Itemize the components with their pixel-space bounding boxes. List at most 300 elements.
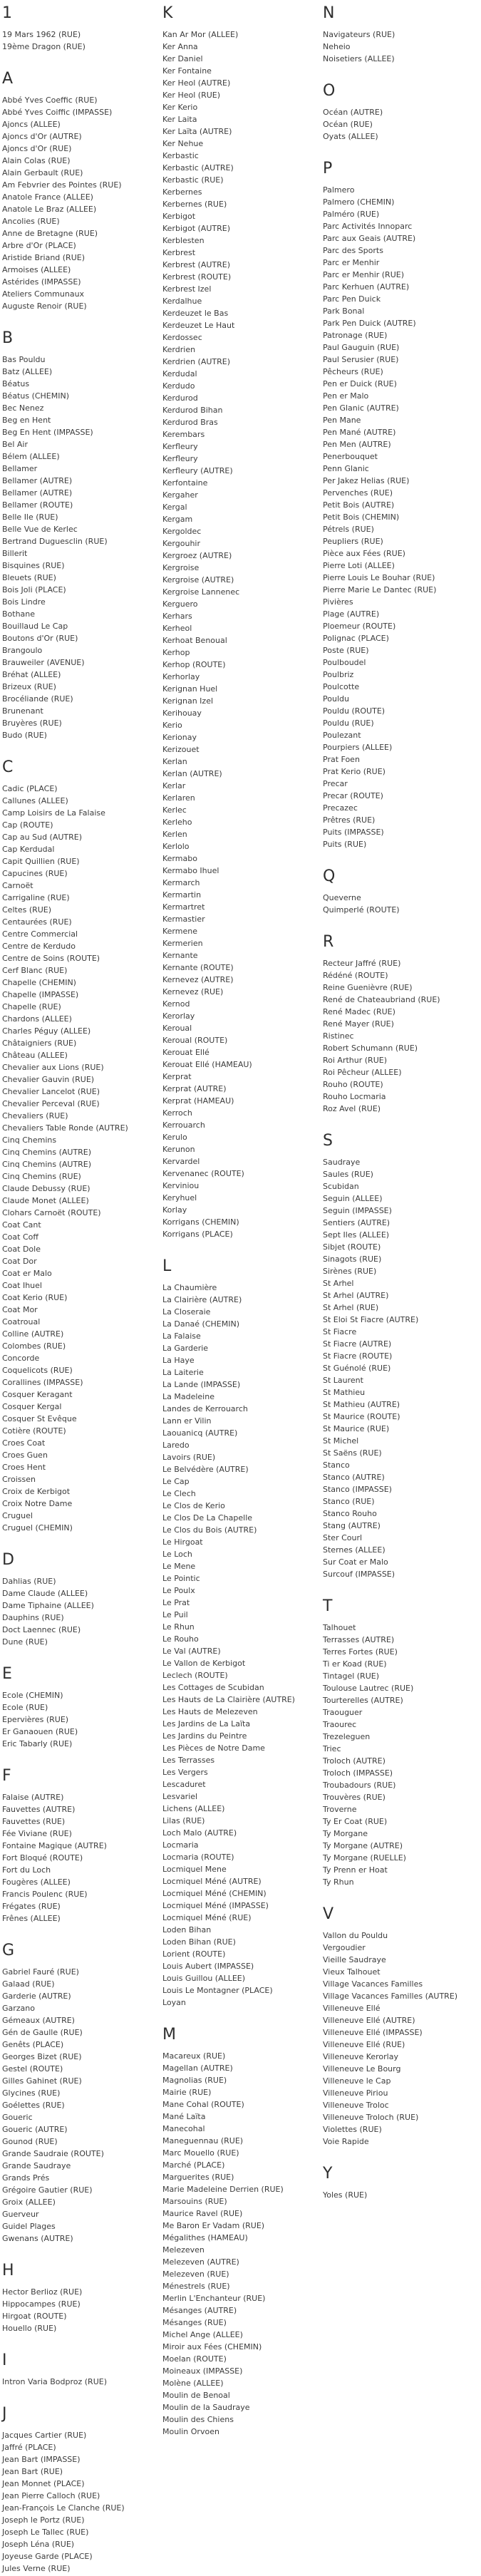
street-entry[interactable]: Kermabo [162, 854, 197, 863]
street-entry[interactable]: Trouvères (RUE) [323, 1793, 386, 1802]
street-entry[interactable]: Bois Joli (PLACE) [2, 585, 66, 594]
street-entry[interactable]: Kerhoat Benoual [162, 636, 227, 645]
street-entry[interactable]: Anatole France (ALLEE) [2, 192, 93, 202]
street-entry[interactable]: Miroir aux Fées (CHEMIN) [162, 2342, 262, 2351]
street-entry[interactable]: Charles Péguy (ALLEE) [2, 1026, 91, 1036]
street-entry[interactable]: Roi Arthur (RUE) [323, 1056, 387, 1065]
street-entry[interactable]: Prat Kerio (RUE) [323, 767, 386, 776]
street-entry[interactable]: Precar [323, 779, 348, 788]
street-entry[interactable]: Châtaigniers (RUE) [2, 1039, 77, 1048]
street-entry[interactable]: Kerouat Ellé (HAMEAU) [162, 1060, 252, 1069]
street-entry[interactable]: Kerprat (HAMEAU) [162, 1096, 234, 1106]
street-entry[interactable]: Mané Laïta [162, 2112, 206, 2121]
street-entry[interactable]: Stanco (RUE) [323, 1497, 375, 1506]
street-entry[interactable]: Garderie (AUTRE) [2, 1992, 71, 2001]
street-entry[interactable]: Park Bonal [323, 306, 365, 316]
street-entry[interactable]: Tintagel (RUE) [323, 1671, 379, 1681]
street-entry[interactable]: Auguste Renoir (RUE) [2, 302, 87, 311]
street-entry[interactable]: Village Vacances Familles [323, 1979, 423, 1989]
street-entry[interactable]: Océan (RUE) [323, 120, 373, 129]
street-entry[interactable]: Villeneuve Kerorlay [323, 2052, 398, 2061]
street-entry[interactable]: Kerprat [162, 1072, 192, 1081]
street-entry[interactable]: Bertrand Duguesclin (RUE) [2, 537, 108, 546]
street-entry[interactable]: Dauphins (RUE) [2, 1613, 64, 1622]
street-entry[interactable]: Budo (RUE) [2, 731, 47, 740]
street-entry[interactable]: Batz (ALLEE) [2, 367, 53, 376]
street-entry[interactable]: Moineaux (IMPASSE) [162, 2366, 243, 2376]
street-entry[interactable]: Dame Tiphaine (ALLEE) [2, 1601, 94, 1610]
street-entry[interactable]: Bas Pouldu [2, 355, 46, 364]
street-entry[interactable]: Rouho (ROUTE) [323, 1080, 383, 1089]
street-entry[interactable]: Michel Ange (ALLEE) [162, 2330, 243, 2339]
street-entry[interactable]: Le Clech [162, 1489, 196, 1498]
street-entry[interactable]: Mairie (RUE) [162, 2088, 212, 2097]
street-entry[interactable]: Kermartret [162, 902, 205, 912]
street-entry[interactable]: Croes Guen [2, 1451, 48, 1460]
street-entry[interactable]: Hector Berlioz (RUE) [2, 2287, 83, 2297]
street-entry[interactable]: Kergoldec [162, 527, 202, 536]
street-entry[interactable]: Ménestrels (RUE) [162, 2282, 230, 2291]
street-entry[interactable]: Bellamer (ROUTE) [2, 500, 73, 510]
street-entry[interactable]: Kerio [162, 721, 182, 730]
street-entry[interactable]: Pêcheurs (RUE) [323, 367, 383, 376]
street-entry[interactable]: La Haye [162, 1356, 195, 1365]
street-entry[interactable]: Epervières (RUE) [2, 1715, 69, 1724]
street-entry[interactable]: Croix Notre Dame [2, 1499, 73, 1508]
street-entry[interactable]: Pourpiers (ALLEE) [323, 743, 393, 752]
street-entry[interactable]: Parc des Sports [323, 246, 383, 255]
street-entry[interactable]: Ker Anna [162, 42, 198, 51]
street-entry[interactable]: Villeneuve Ellé (RUE) [323, 2040, 405, 2049]
street-entry[interactable]: Ristinec [323, 1031, 354, 1041]
street-entry[interactable]: 19 Mars 1962 (RUE) [2, 30, 81, 39]
street-entry[interactable]: Dahlias (RUE) [2, 1577, 56, 1586]
street-entry[interactable]: Neheio [323, 42, 351, 51]
street-entry[interactable]: Les Cottages de Scubidan [162, 1683, 264, 1692]
street-entry[interactable]: Goueric [2, 2113, 33, 2122]
street-entry[interactable]: Moulin Orvoen [162, 2427, 219, 2436]
street-entry[interactable]: La Lande (IMPASSE) [162, 1380, 241, 1389]
street-entry[interactable]: Kerbigot [162, 212, 196, 221]
street-entry[interactable]: Corallines (IMPASSE) [2, 1378, 83, 1387]
street-entry[interactable]: Troubadours (RUE) [323, 1781, 396, 1790]
street-entry[interactable]: Poulbriz [323, 670, 354, 679]
street-entry[interactable]: Ti er Koad (RUE) [323, 1659, 387, 1669]
street-entry[interactable]: Jacques Cartier (RUE) [2, 2431, 87, 2440]
street-entry[interactable]: Gounod (RUE) [2, 2137, 58, 2146]
street-entry[interactable]: Kerhars [162, 612, 192, 621]
street-entry[interactable]: Village Vacances Familles (AUTRE) [323, 1992, 458, 2001]
street-entry[interactable]: Sibjet (ROUTE) [323, 1242, 381, 1252]
street-entry[interactable]: Béatus (CHEMIN) [2, 391, 70, 401]
street-entry[interactable]: Carrigaline (RUE) [2, 893, 70, 902]
street-entry[interactable]: La Clairière (AUTRE) [162, 1295, 242, 1304]
street-entry[interactable]: Les Jardins de La Laïta [162, 1719, 251, 1729]
street-entry[interactable]: Molène (ALLEE) [162, 2379, 224, 2388]
street-entry[interactable]: Kerfleury [162, 442, 198, 451]
street-entry[interactable]: Centaurées (RUE) [2, 917, 72, 927]
street-entry[interactable]: Poste (RUE) [323, 646, 369, 655]
street-entry[interactable]: Chevaliers Table Ronde (AUTRE) [2, 1123, 128, 1133]
street-entry[interactable]: Claude Debussy (RUE) [2, 1184, 90, 1193]
street-entry[interactable]: Ker Daniel [162, 54, 203, 63]
street-entry[interactable]: Pierre Marie Le Dantec (RUE) [323, 585, 437, 594]
street-entry[interactable]: Francis Poulenc (RUE) [2, 1890, 88, 1899]
street-entry[interactable]: Chevalier Gauvin (RUE) [2, 1075, 95, 1084]
street-entry[interactable]: Le Belvédère (AUTRE) [162, 1465, 249, 1474]
street-entry[interactable]: Kerdudal [162, 369, 197, 378]
street-entry[interactable]: Maurice Ravel (RUE) [162, 2209, 243, 2218]
street-entry[interactable]: Belle Vue de Kerlec [2, 525, 78, 534]
street-entry[interactable]: Landes de Kerrouarch [162, 1404, 248, 1413]
street-entry[interactable]: Fort du Loch [2, 1865, 51, 1875]
street-entry[interactable]: Er Ganaouen (RUE) [2, 1727, 78, 1736]
street-entry[interactable]: Reine Guenièvre (RUE) [323, 983, 413, 992]
street-entry[interactable]: Toulouse Lautrec (RUE) [323, 1684, 414, 1693]
street-entry[interactable]: Frênes (ALLEE) [2, 1914, 61, 1923]
street-entry[interactable]: Talhouet [323, 1623, 356, 1632]
street-entry[interactable]: Kerorlay [162, 1011, 195, 1021]
street-entry[interactable]: Le Clos de Kerio [162, 1501, 225, 1510]
street-entry[interactable]: Maneguennau (RUE) [162, 2136, 244, 2145]
street-entry[interactable]: Colombes (RUE) [2, 1341, 66, 1351]
street-entry[interactable]: Ploemeur (ROUTE) [323, 622, 396, 631]
street-entry[interactable]: Celtes (RUE) [2, 905, 52, 915]
street-entry[interactable]: Keroual (ROUTE) [162, 1036, 228, 1045]
street-entry[interactable]: Coat Kerio (RUE) [2, 1293, 68, 1302]
street-entry[interactable]: Kerlen [162, 830, 187, 839]
street-entry[interactable]: Robert Schumann (RUE) [323, 1044, 418, 1053]
street-entry[interactable]: Locmiquel Méné (RUE) [162, 1913, 252, 1922]
street-entry[interactable]: Korrigans (PLACE) [162, 1230, 233, 1239]
street-entry[interactable]: Kermarch [162, 878, 200, 887]
street-entry[interactable]: Kerdurod Bihan [162, 406, 223, 415]
street-entry[interactable]: Rédéné (ROUTE) [323, 971, 388, 980]
street-entry[interactable]: Navigateurs (RUE) [323, 30, 395, 39]
street-entry[interactable]: St Arhel (AUTRE) [323, 1291, 389, 1300]
street-entry[interactable]: Gén de Gaulle (RUE) [2, 2028, 83, 2037]
street-entry[interactable]: La Laiterie [162, 1368, 204, 1377]
street-entry[interactable]: Roz Avel (RUE) [323, 1104, 381, 1113]
street-entry[interactable]: St Fiacre [323, 1327, 357, 1336]
street-entry[interactable]: St Arhel (RUE) [323, 1303, 379, 1312]
street-entry[interactable]: Bothane [2, 609, 36, 619]
street-entry[interactable]: Villeneuve le Cap [323, 2076, 391, 2086]
street-entry[interactable]: Marché (PLACE) [162, 2160, 225, 2170]
street-entry[interactable]: Centre Commercial [2, 929, 78, 939]
street-entry[interactable]: Kerlec [162, 805, 187, 815]
street-entry[interactable]: Saules (RUE) [323, 1170, 373, 1179]
street-entry[interactable]: Vieille Saudraye [323, 1955, 386, 1964]
street-entry[interactable]: Gestel (ROUTE) [2, 2064, 63, 2073]
street-entry[interactable]: Chapelle (RUE) [2, 1002, 61, 1011]
street-entry[interactable]: Eric Tabarly (RUE) [2, 1739, 73, 1748]
street-entry[interactable]: Saudraye [323, 1158, 361, 1167]
street-entry[interactable]: Ateliers Communaux [2, 289, 85, 299]
street-entry[interactable]: Cinq Chemins [2, 1135, 57, 1145]
street-entry[interactable]: Seguin (IMPASSE) [323, 1206, 392, 1215]
street-entry[interactable]: Bellamer (AUTRE) [2, 488, 73, 498]
street-entry[interactable]: Ster Courl [323, 1533, 363, 1542]
street-entry[interactable]: Sept Iles (ALLEE) [323, 1230, 390, 1240]
street-entry[interactable]: Kerbastic [162, 151, 199, 160]
street-entry[interactable]: Melezeven (AUTRE) [162, 2257, 239, 2267]
street-entry[interactable]: Laredo [162, 1441, 190, 1450]
street-entry[interactable]: Villeneuve Troloc [323, 2101, 389, 2110]
street-entry[interactable]: Kerblesten [162, 236, 205, 245]
street-entry[interactable]: Kan Ar Mor (ALLEE) [162, 30, 239, 39]
street-entry[interactable]: Melezeven (RUE) [162, 2270, 229, 2279]
street-entry[interactable]: Falaise (AUTRE) [2, 1793, 64, 1802]
street-entry[interactable]: Marie Madeleine Derrien (RUE) [162, 2185, 284, 2194]
street-entry[interactable]: Chapelle (IMPASSE) [2, 990, 79, 999]
street-entry[interactable]: Prêtres (RUE) [323, 815, 376, 825]
street-entry[interactable]: Les Vergers [162, 1768, 208, 1777]
street-entry[interactable]: Parc Kerhuen (AUTRE) [323, 282, 410, 292]
street-entry[interactable]: Marsouins (RUE) [162, 2197, 227, 2206]
street-entry[interactable]: Stang (AUTRE) [323, 1521, 381, 1530]
street-entry[interactable]: Ker Nehue [162, 139, 204, 148]
street-entry[interactable]: Abbé Yves Coiffic (IMPASSE) [2, 108, 113, 117]
street-entry[interactable]: Ker Fontaine [162, 66, 212, 76]
street-entry[interactable]: Le Clos De La Chapelle [162, 1513, 253, 1523]
street-entry[interactable]: Ty Er Coat (RUE) [323, 1817, 388, 1826]
street-entry[interactable]: Cap au Sud (AUTRE) [2, 833, 83, 842]
street-entry[interactable]: Cerf Blanc (RUE) [2, 966, 68, 975]
street-entry[interactable]: Puits (IMPASSE) [323, 828, 384, 837]
street-entry[interactable]: Parc Activités Innoparc [323, 222, 413, 231]
street-entry[interactable]: Centre de Soins (ROUTE) [2, 954, 100, 963]
street-entry[interactable]: Per Jakez Helias (RUE) [323, 476, 410, 485]
street-entry[interactable]: Groix (ALLEE) [2, 2198, 56, 2207]
street-entry[interactable]: Kerignan Izel [162, 696, 214, 706]
street-entry[interactable]: Kerfontaine [162, 478, 208, 488]
street-entry[interactable]: Parc aux Geais (AUTRE) [323, 234, 416, 243]
street-entry[interactable]: Stanco Rouho [323, 1509, 377, 1518]
street-entry[interactable]: Ty Rhun [323, 1877, 354, 1887]
street-entry[interactable]: Cap Kerdudal [2, 845, 55, 854]
street-entry[interactable]: Villeneuve Ellé (IMPASSE) [323, 2028, 423, 2037]
street-entry[interactable]: Pétrels (RUE) [323, 525, 374, 534]
street-entry[interactable]: St Arhel [323, 1279, 354, 1288]
street-entry[interactable]: Coat Dor [2, 1257, 37, 1266]
street-entry[interactable]: Moulin de Benoal [162, 2391, 230, 2400]
street-entry[interactable]: Océan (AUTRE) [323, 108, 383, 117]
street-entry[interactable]: Kerleho [162, 818, 192, 827]
street-entry[interactable]: Kerignan Huel [162, 684, 218, 694]
street-entry[interactable]: Park Pen Duick (AUTRE) [323, 319, 416, 328]
street-entry[interactable]: Le Pointic [162, 1574, 200, 1583]
street-entry[interactable]: Garzano [2, 2004, 36, 2013]
street-entry[interactable]: Concorde [2, 1354, 40, 1363]
street-entry[interactable]: 19ème Dragon (RUE) [2, 42, 86, 51]
street-entry[interactable]: Bruyères (RUE) [2, 718, 62, 728]
street-entry[interactable]: Cadic (PLACE) [2, 784, 58, 793]
street-entry[interactable]: Carnoët [2, 881, 33, 890]
street-entry[interactable]: Ajoncs d'Or (RUE) [2, 144, 72, 153]
street-entry[interactable]: Gilles Gahinet (RUE) [2, 2076, 82, 2086]
street-entry[interactable]: Sirènes (RUE) [323, 1267, 377, 1276]
street-entry[interactable]: Bisquines (RUE) [2, 561, 65, 570]
street-entry[interactable]: Armoises (ALLEE) [2, 265, 71, 274]
street-entry[interactable]: Lilas (RUE) [162, 1816, 205, 1825]
street-entry[interactable]: Le Loch [162, 1550, 192, 1559]
street-entry[interactable]: Astérides (IMPASSE) [2, 277, 81, 287]
street-entry[interactable]: Roi Pêcheur (ALLEE) [323, 1068, 402, 1077]
street-entry[interactable]: Le Clos du Bois (AUTRE) [162, 1525, 257, 1535]
street-entry[interactable]: Cruguel (CHEMIN) [2, 1523, 73, 1532]
street-entry[interactable]: Kernante [162, 951, 198, 960]
street-entry[interactable]: Triec [323, 1744, 341, 1753]
street-entry[interactable]: Kergroise [162, 563, 200, 572]
street-entry[interactable]: Les Terrasses [162, 1756, 215, 1765]
street-entry[interactable]: Kerbernes [162, 187, 202, 197]
street-entry[interactable]: Am Febvrier des Pointes (RUE) [2, 180, 122, 190]
street-entry[interactable]: Kergroise Lannenec [162, 587, 240, 597]
street-entry[interactable]: Jean Bart (RUE) [2, 2467, 63, 2476]
street-entry[interactable]: Noisetiers (ALLEE) [323, 54, 395, 63]
street-entry[interactable]: Kerroch [162, 1108, 192, 1118]
street-entry[interactable]: Palmero (CHEMIN) [323, 197, 395, 207]
street-entry[interactable]: Frégates (RUE) [2, 1902, 61, 1911]
street-entry[interactable]: Kerdossec [162, 333, 202, 342]
street-entry[interactable]: Louis Guillou (ALLEE) [162, 1974, 246, 1983]
street-entry[interactable]: Kerihouay [162, 709, 202, 718]
street-entry[interactable]: Goueric (AUTRE) [2, 2125, 68, 2134]
street-entry[interactable]: Jules Verne (RUE) [2, 2564, 71, 2573]
street-entry[interactable]: Goélettes (RUE) [2, 2101, 65, 2110]
street-entry[interactable]: Pierre Loti (ALLEE) [323, 561, 395, 570]
street-entry[interactable]: St Maurice (ROUTE) [323, 1412, 400, 1421]
street-entry[interactable]: Cinq Chemins (AUTRE) [2, 1148, 92, 1157]
street-entry[interactable]: Cap (ROUTE) [2, 820, 53, 830]
street-entry[interactable]: Beg En Hent (IMPASSE) [2, 428, 93, 437]
street-entry[interactable]: Hippocampes (RUE) [2, 2299, 81, 2309]
street-entry[interactable]: Kerlar [162, 781, 186, 790]
street-entry[interactable]: St Guénolé (RUE) [323, 1364, 391, 1373]
street-entry[interactable]: Keryhuel [162, 1193, 197, 1202]
street-entry[interactable]: Le Prat [162, 1598, 190, 1607]
street-entry[interactable]: Terres Fortes (RUE) [323, 1647, 398, 1657]
street-entry[interactable]: René de Chateaubriand (RUE) [323, 995, 440, 1004]
street-entry[interactable]: Croes Hent [2, 1463, 46, 1472]
street-entry[interactable]: Kergroise (AUTRE) [162, 575, 234, 584]
street-entry[interactable]: Camp Loisirs de La Falaise [2, 808, 105, 818]
street-entry[interactable]: Gabriel Fauré (RUE) [2, 1967, 79, 1977]
street-entry[interactable]: Abbé Yves Coeffic (RUE) [2, 96, 98, 105]
street-entry[interactable]: Fauvettes (RUE) [2, 1817, 66, 1826]
street-entry[interactable]: Sinagots (RUE) [323, 1254, 382, 1264]
street-entry[interactable]: Kerviniou [162, 1181, 200, 1190]
street-entry[interactable]: Chardons (ALLEE) [2, 1014, 72, 1024]
street-entry[interactable]: Vallon du Pouldu [323, 1931, 388, 1940]
street-entry[interactable]: Claude Monet (ALLEE) [2, 1196, 89, 1205]
street-entry[interactable]: Bellamer [2, 464, 38, 473]
street-entry[interactable]: Troverne [323, 1805, 357, 1814]
street-entry[interactable]: Scubidan [323, 1182, 359, 1191]
street-entry[interactable]: Poulezant [323, 731, 361, 740]
street-entry[interactable]: Dame Claude (ALLEE) [2, 1589, 88, 1598]
street-entry[interactable]: Grands Prés [2, 2173, 50, 2183]
street-entry[interactable]: Mégalithes (HAMEAU) [162, 2233, 248, 2242]
street-entry[interactable]: Locmiquel Mene [162, 1865, 227, 1874]
street-entry[interactable]: Kerhorlay [162, 672, 200, 681]
street-entry[interactable]: Poulboudel [323, 658, 366, 667]
street-entry[interactable]: Joyeuse Garde (PLACE) [2, 2552, 93, 2561]
street-entry[interactable]: La Madeleine [162, 1392, 214, 1401]
street-entry[interactable]: Locmiquel Méné (CHEMIN) [162, 1889, 267, 1898]
street-entry[interactable]: Centre de Kerdudo [2, 942, 76, 951]
street-entry[interactable]: Louis Le Montagner (PLACE) [162, 1986, 273, 1995]
street-entry[interactable]: Le Rhun [162, 1622, 195, 1632]
street-entry[interactable]: Kerbrest [162, 248, 196, 257]
street-entry[interactable]: Cinq Chemins (RUE) [2, 1172, 81, 1181]
street-entry[interactable]: Joseph le Portz (RUE) [2, 2515, 85, 2525]
street-entry[interactable]: Vergoudier [323, 1943, 366, 1952]
street-entry[interactable]: Macareux (RUE) [162, 2051, 226, 2061]
street-entry[interactable]: La Chaumière [162, 1283, 217, 1292]
street-entry[interactable]: Villeneuve Le Bourg [323, 2064, 401, 2073]
street-entry[interactable]: Locmiquel Méné (AUTRE) [162, 1877, 262, 1886]
street-entry[interactable]: Croes Coat [2, 1438, 46, 1448]
street-entry[interactable]: Moelan (ROUTE) [162, 2354, 227, 2364]
street-entry[interactable]: Kermastier [162, 915, 205, 924]
street-entry[interactable]: Bleuets (RUE) [2, 573, 56, 582]
street-entry[interactable]: Kerulo [162, 1133, 187, 1142]
street-entry[interactable]: Brauweiler (AVENUE) [2, 658, 85, 667]
street-entry[interactable]: Kerionay [162, 733, 197, 742]
street-entry[interactable]: Fort Bloqué (ROUTE) [2, 1853, 83, 1863]
street-entry[interactable]: Ajoncs d'Or (AUTRE) [2, 132, 82, 141]
street-entry[interactable]: Locmaria [162, 1840, 199, 1850]
street-entry[interactable]: La Garderie [162, 1344, 209, 1353]
street-entry[interactable]: Intron Varia Bodproz (RUE) [2, 2377, 107, 2386]
street-entry[interactable]: Ty Prenn er Hoat [323, 1865, 388, 1875]
street-entry[interactable]: La Danaé (CHEMIN) [162, 1319, 240, 1329]
street-entry[interactable]: Ty Morgane (RUELLE) [323, 1853, 406, 1863]
street-entry[interactable]: Troloch (IMPASSE) [323, 1768, 393, 1778]
street-entry[interactable]: Kerembars [162, 430, 205, 439]
street-entry[interactable]: Rouho Locmaria [323, 1092, 386, 1101]
street-entry[interactable]: Sur Coat er Malo [323, 1557, 388, 1567]
street-entry[interactable]: Coquelicots (RUE) [2, 1366, 73, 1375]
street-entry[interactable]: Puits (RUE) [323, 840, 367, 849]
street-entry[interactable]: Villeneuve Ellé [323, 2004, 381, 2013]
street-entry[interactable]: Brocéliande (RUE) [2, 694, 73, 704]
street-entry[interactable]: Mésanges (RUE) [162, 2318, 227, 2327]
street-entry[interactable]: Queverne [323, 893, 361, 902]
street-entry[interactable]: Marguerites (RUE) [162, 2173, 234, 2182]
street-entry[interactable]: Plage (AUTRE) [323, 609, 380, 619]
street-entry[interactable]: Grande Saudraye [2, 2161, 71, 2170]
street-entry[interactable]: Villeneuve Ellé (AUTRE) [323, 2016, 415, 2025]
street-entry[interactable]: Kergouhir [162, 539, 200, 548]
street-entry[interactable]: Les Jardins du Peintre [162, 1731, 247, 1741]
street-entry[interactable]: Tourterelles (AUTRE) [323, 1696, 403, 1705]
street-entry[interactable]: Chevalier Perceval (RUE) [2, 1099, 100, 1108]
street-entry[interactable]: Magellan (AUTRE) [162, 2064, 233, 2073]
street-entry[interactable]: Coat Cant [2, 1220, 41, 1230]
street-entry[interactable]: Magnolias (RUE) [162, 2076, 227, 2085]
street-entry[interactable]: Hirgoat (ROUTE) [2, 2312, 67, 2321]
street-entry[interactable]: Pouldu (RUE) [323, 718, 374, 728]
street-entry[interactable]: Houello (RUE) [2, 2324, 57, 2333]
street-entry[interactable]: Brangoulo [2, 646, 43, 655]
street-entry[interactable]: Galaad (RUE) [2, 1979, 55, 1989]
street-entry[interactable]: Gwenans (AUTRE) [2, 2234, 73, 2243]
street-entry[interactable]: Petit Bois (CHEMIN) [323, 512, 400, 522]
street-entry[interactable]: Pouldu (ROUTE) [323, 706, 386, 716]
